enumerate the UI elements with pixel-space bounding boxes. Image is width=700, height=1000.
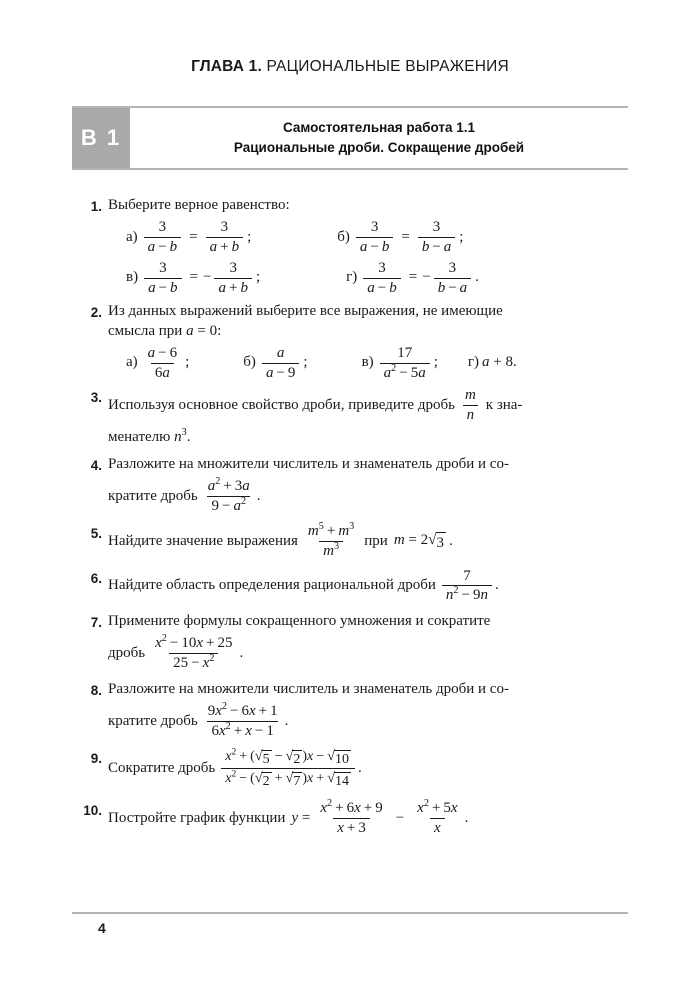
semicolon: ; <box>247 228 252 245</box>
fraction: $\frac{17}{a^2 - 5a}$ <box>380 345 430 382</box>
task-line2 <box>108 703 628 740</box>
task-options-row <box>108 345 628 382</box>
page-title <box>0 58 700 76</box>
semicolon: . <box>475 269 479 286</box>
task-body <box>108 612 628 672</box>
task-body <box>108 455 628 515</box>
option-label: в) <box>126 269 139 286</box>
fraction: $\frac{x^2 + 6x + 9}{x + 3}$ <box>320 798 383 836</box>
value-expression: m = 2 √ 3 <box>394 530 446 553</box>
fraction: $\frac{3}{a + b}$ <box>206 219 243 256</box>
option-label: г) <box>346 269 358 286</box>
option-label: в) <box>361 354 374 371</box>
task-item <box>72 302 628 381</box>
task-options-row <box>108 219 628 256</box>
semicolon: ; <box>255 269 261 286</box>
task-text-before: Используя основное свойство дроби, приведите дробь <box>108 397 455 414</box>
fraction: $\frac{7}{n^2 - 9n}$ <box>442 568 492 605</box>
task-line <box>108 520 628 560</box>
worksheet-header <box>72 106 628 170</box>
task-number: 2. <box>90 305 102 321</box>
worksheet-title-line2: Рациональные дроби. Сокращение дробей <box>233 140 525 155</box>
task-line <box>108 387 628 424</box>
task-line1: Примените формулы сокращенного умножения и сократите <box>108 613 491 630</box>
task-line2 <box>108 635 628 672</box>
semicolon: ; <box>185 354 190 371</box>
fraction: $\frac{a}{a - 9}$ <box>262 345 299 382</box>
header-rule-bottom <box>72 168 628 170</box>
fraction: $\frac{m}{n}$ <box>461 387 480 424</box>
chapter-prefix: ГЛАВА 1. <box>191 58 263 75</box>
task-number: 10. <box>83 803 102 818</box>
task-item <box>72 748 628 790</box>
task-item <box>72 680 628 740</box>
task-text-middle: при <box>364 532 388 549</box>
task-text-before: Найдите значение выражения <box>108 532 298 549</box>
option-a <box>126 345 189 382</box>
task-number: 8. <box>90 682 102 698</box>
task-body <box>108 196 628 296</box>
task-number: 1. <box>90 199 102 214</box>
task-body <box>108 800 628 837</box>
fraction: $\frac{9x^2 - 6x + 1}{6x^2 + x - 1}$ <box>207 701 278 739</box>
task-number: 3. <box>90 390 102 406</box>
header-band-body <box>72 108 628 168</box>
period: . <box>449 532 453 549</box>
task-body <box>108 302 628 381</box>
task-body <box>108 748 628 790</box>
option-label: г) <box>467 354 480 371</box>
radical-icon: √ 2 <box>254 770 270 790</box>
task-number: 9. <box>90 750 102 766</box>
option-label: б) <box>243 354 256 371</box>
period: . <box>494 577 499 594</box>
equals-sign: = <box>401 228 410 245</box>
equals-sign: = <box>189 228 198 245</box>
task-text-before: кратите дробь <box>108 712 198 729</box>
task-text-after: к зна- <box>485 397 523 414</box>
radical-icon: √ 14 <box>327 770 350 790</box>
semicolon: ; <box>433 354 438 371</box>
task-line <box>108 800 628 837</box>
fraction: $\frac{a^2 + 3a}{9 - a^2}$ <box>207 476 250 515</box>
period: . <box>464 809 469 826</box>
task-list <box>72 196 628 839</box>
radical-icon: √ 5 <box>254 747 270 767</box>
semicolon: ; <box>459 228 464 245</box>
fraction: $\frac{m^5 + m^3}{m^3}$ <box>307 520 355 559</box>
task-prompt-line1: Из данных выражений выберите все выражения, не имеющие <box>108 303 503 320</box>
task-item <box>72 196 628 296</box>
radical-icon: √ 3 <box>428 530 446 553</box>
period: . <box>284 712 289 729</box>
task-number: 5. <box>90 525 102 541</box>
period: . <box>256 488 261 505</box>
task-item <box>72 387 628 447</box>
fraction: $\frac{3}{a + b}$ <box>214 260 251 297</box>
option-v <box>126 260 260 297</box>
task-body <box>108 568 628 605</box>
fraction: $\frac{3}{a - b}$ <box>144 260 181 297</box>
radical-icon: √ 10 <box>327 747 350 767</box>
minus-sign: − <box>203 269 212 286</box>
task-line <box>108 748 628 790</box>
minus-sign: − <box>422 269 431 286</box>
radical-icon: √ 2 <box>285 747 301 767</box>
minus-sign: − <box>395 809 405 826</box>
page-number: 4 <box>98 920 106 936</box>
task-text-before: Найдите область определения рациональной дроби <box>108 577 436 594</box>
task-line <box>108 568 628 605</box>
task-text-before: Постройте график функции <box>108 809 286 826</box>
option-label: б) <box>337 228 350 245</box>
task-line2: менателю $n^3$. <box>108 426 191 445</box>
task-item <box>72 800 628 837</box>
option-g <box>468 353 517 372</box>
option-label: а) <box>126 228 138 245</box>
option-b <box>243 345 307 382</box>
task-text-before: кратите дробь <box>108 488 198 505</box>
worksheet-title-line1: Самостоятельная работа 1.1 <box>282 120 476 136</box>
task-item <box>72 568 628 605</box>
variant-badge: В 1 <box>72 108 130 168</box>
fraction: $\frac{x^2 + 5x}{x}$ <box>417 798 458 836</box>
fraction: $\frac{3}{a - b}$ <box>363 260 400 297</box>
fraction: $\frac{3}{a - b}$ <box>144 219 181 256</box>
expression: a + 8. <box>482 354 517 371</box>
task-prompt-line2: смысла при a = 0: <box>108 322 222 339</box>
chapter-name: РАЦИОНАЛЬНЫЕ ВЫРАЖЕНИЯ <box>266 58 509 75</box>
task-item <box>72 612 628 672</box>
option-v <box>362 345 438 382</box>
task-body <box>108 680 628 740</box>
semicolon: ; <box>303 354 308 371</box>
task-text-before: Сократите дробь <box>108 760 216 777</box>
period: . <box>239 644 244 661</box>
task-options-row <box>108 260 628 297</box>
task-body <box>108 520 628 560</box>
fraction: $\frac{a - 6}{6a}$ <box>147 344 178 381</box>
radical-icon: √ 7 <box>285 770 301 790</box>
task-number: 6. <box>90 570 102 586</box>
fraction: $\frac{3}{a - b}$ <box>356 219 393 256</box>
fraction: $\frac{3}{b - a}$ <box>434 260 471 297</box>
option-label: а) <box>126 354 138 371</box>
worksheet-title <box>130 108 628 168</box>
footer-rule <box>72 912 628 914</box>
period: . <box>358 760 362 777</box>
task-line2 <box>108 478 628 515</box>
task-line1: Разложите на множители числитель и знаменатель дроби и со- <box>108 456 509 473</box>
option-a <box>126 219 251 256</box>
task-text-before: дробь <box>108 644 146 661</box>
function-equals: y = <box>291 809 311 826</box>
option-g <box>346 260 479 297</box>
fraction: $x^2$ + ( √ 5 − √ 2 )x − √ 10 $x^2$ − ( √ 2 + √ 7 )x + √ 14 <box>221 748 355 790</box>
task-item <box>72 520 628 560</box>
task-line1: Разложите на множители числитель и знаменатель дроби и со- <box>108 680 509 697</box>
fraction: $\frac{3}{b - a}$ <box>418 219 455 256</box>
task-body <box>108 387 628 447</box>
fraction: $\frac{x^2 - 10x + 25}{25 - x^2}$ <box>155 633 233 672</box>
equals-sign: = <box>408 269 418 286</box>
option-b <box>337 219 463 256</box>
task-number: 7. <box>90 615 102 631</box>
equals-sign: = <box>189 269 199 286</box>
task-number: 4. <box>90 458 102 474</box>
task-prompt: Выберите верное равенство: <box>108 197 290 213</box>
task-item <box>72 455 628 515</box>
